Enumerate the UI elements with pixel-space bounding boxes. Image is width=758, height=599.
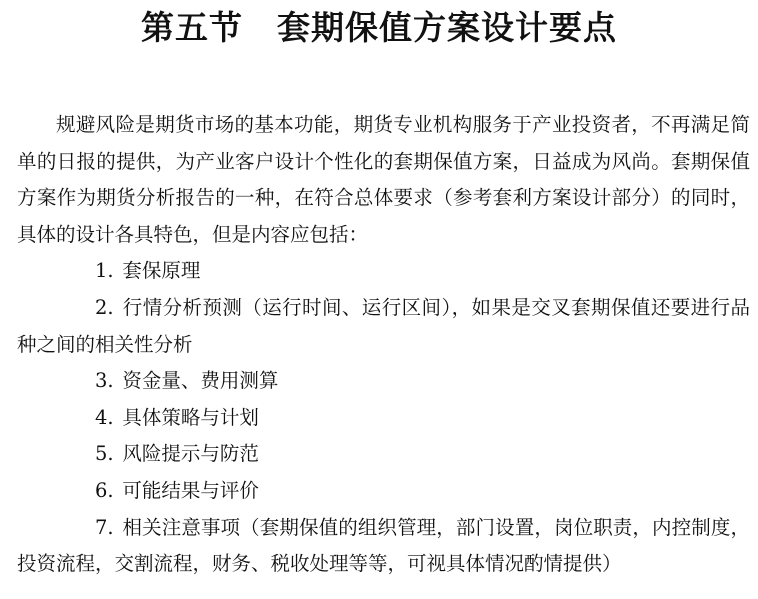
list-text: 具体策略与计划 [122,405,259,429]
list-item-1 [17,253,750,290]
list-number: 6. [95,478,114,502]
list-number: 1. [95,259,114,283]
list-item-5 [17,436,750,473]
list-item-2 [17,290,750,363]
list-text: 行情分析预测（运行时间、运行区间），如果是交叉套期保值还要进行品种之间的相关性分析 [17,295,750,356]
body-text [17,107,750,583]
list-item-3 [17,363,750,400]
list-text: 可能结果与评价 [122,478,259,502]
list-number: 4. [95,405,114,429]
list-number: 2. [95,295,114,319]
section-number: 第五节 [141,8,243,47]
list-text: 相关注意事项（套期保值的组织管理，部门设置，岗位职责，内控制度，投资流程，交割流程，财务、税收处理等等，可视具体情况酌情提供） [17,515,750,576]
list-text: 资金量、费用测算 [122,369,279,393]
list-item-4 [17,400,750,437]
list-number: 5. [95,442,114,466]
list-item-6 [17,473,750,510]
intro-paragraph: 规避风险是期货市场的基本功能，期货专业机构服务于产业投资者，不再满足简单的日报的提供，为产业客户设计个性化的套期保值方案，日益成为风尚。套期保值方案作为期货分析报告的一种，在符合总体要求（参考套利方案设计部分）的同时，具体的设计各具特色，但是内容应包括： [17,113,750,246]
list-number: 3. [95,369,114,393]
section-heading [0,8,758,48]
list-text: 风险提示与防范 [122,442,259,466]
list-item-7 [17,510,750,583]
section-title: 套期保值方案设计要点 [277,8,617,47]
list-number: 7. [95,515,114,539]
list-text: 套保原理 [122,259,201,283]
